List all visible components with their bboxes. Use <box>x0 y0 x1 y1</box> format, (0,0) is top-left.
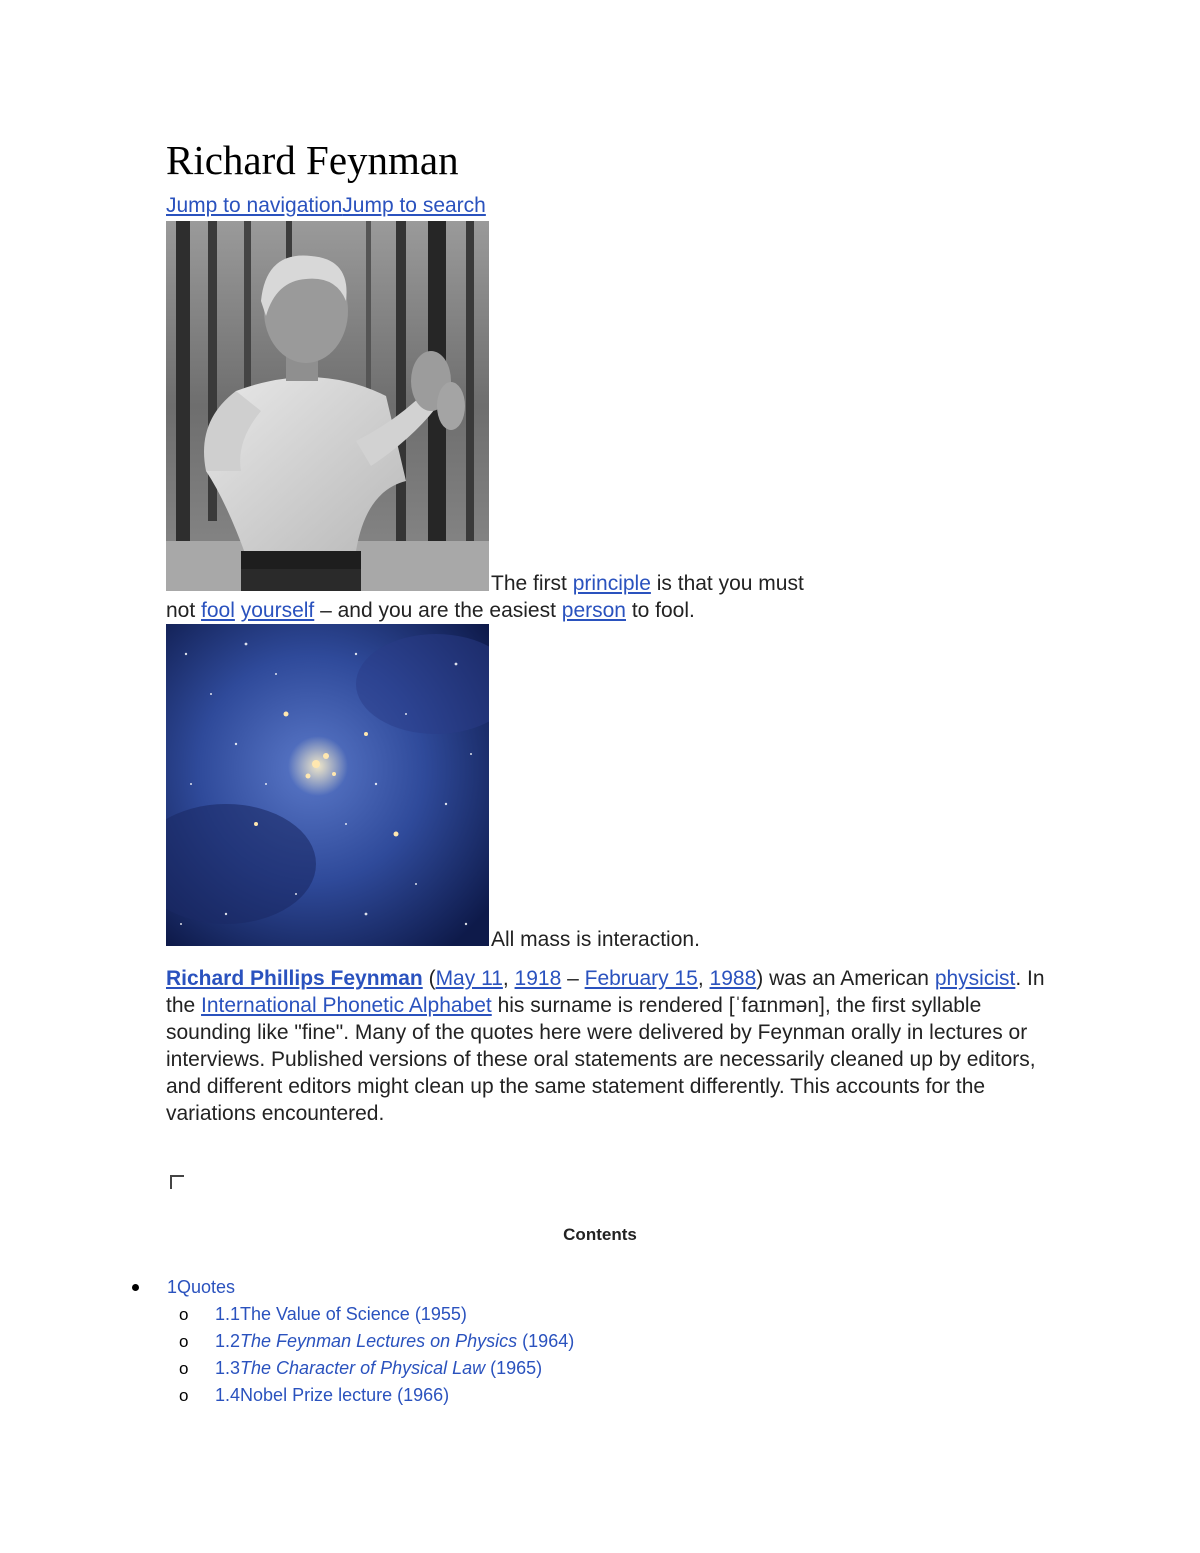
1918-link[interactable]: 1918 <box>514 967 562 990</box>
sub-bullet: o <box>179 1332 189 1351</box>
intro-text: , <box>502 967 515 990</box>
sub-bullet: o <box>179 1305 189 1324</box>
person-link[interactable]: person <box>561 599 626 622</box>
toc-year: (1965) <box>485 1358 543 1378</box>
quote1-text: is that you must <box>650 572 804 595</box>
intro-paragraph <box>166 965 1046 1127</box>
quote1-line2 <box>166 597 695 624</box>
toc-item-nobel-lecture[interactable] <box>128 1382 574 1409</box>
sub-bullet: o <box>179 1386 189 1405</box>
intro-text: ) was an American <box>756 967 935 990</box>
toc-number: 1.3 <box>215 1358 241 1378</box>
intro-text: . In the <box>166 967 1045 1017</box>
yourself-link[interactable]: yourself <box>240 599 315 622</box>
principle-link[interactable]: principle <box>572 572 651 595</box>
toc-number: 1.2 <box>215 1331 241 1351</box>
toc-year: (1966) <box>392 1385 450 1405</box>
intro-text: – <box>561 967 585 990</box>
galaxy-cluster-image <box>166 624 489 946</box>
physicist-link[interactable]: physicist <box>934 967 1016 990</box>
toc-year: (1955) <box>409 1304 467 1324</box>
quote1-text: not <box>166 599 202 622</box>
may-11-link[interactable]: May 11 <box>435 967 503 990</box>
1988-link[interactable]: 1988 <box>709 967 757 990</box>
toc-number: 1.1 <box>215 1304 241 1324</box>
toc-year: (1964) <box>517 1331 575 1351</box>
toc-item-character-of-physical-law[interactable] <box>128 1355 574 1382</box>
toc-label: The Character of Physical Law <box>240 1358 486 1378</box>
toc-number: 1.4 <box>215 1385 241 1405</box>
toc-label: Quotes <box>177 1277 236 1297</box>
sub-bullet: o <box>179 1359 189 1378</box>
intro-text: , <box>697 967 710 990</box>
fool-link[interactable]: fool <box>201 599 235 622</box>
toc-number: 1 <box>167 1277 178 1297</box>
contents-heading: Contents <box>563 1225 637 1244</box>
feynman-photo <box>166 221 489 591</box>
toc-toggle-checkbox[interactable] <box>170 1175 184 1189</box>
intro-text: his surname is rendered [ˈfaɪnmən], the first syllable sounding like "fine". Many of the quotes here were delivered by Feynman orally in lectures or interviews. Published versions of these oral statements are necessarily cleaned up by editors, and different editors might clean up the same statement differently. This accounts for the variations encountered. <box>166 994 1036 1125</box>
toc-item-feynman-lectures[interactable] <box>128 1328 574 1355</box>
february-15-link[interactable]: February 15 <box>584 967 698 990</box>
intro-text: ( <box>422 967 436 990</box>
ipa-link[interactable]: International Phonetic Alphabet <box>201 994 492 1017</box>
toc-item-quotes[interactable] <box>128 1274 574 1301</box>
jump-to-search-link[interactable]: Jump to search <box>342 194 486 217</box>
table-of-contents <box>128 1274 574 1409</box>
toc-label: The Feynman Lectures on Physics <box>240 1331 518 1351</box>
quote1-text: The first <box>491 572 573 595</box>
quote2: All mass is interaction. <box>491 928 700 951</box>
toc-label: Nobel Prize lecture <box>240 1385 393 1405</box>
page-title: Richard Feynman <box>166 137 459 183</box>
toc-item-value-of-science[interactable] <box>128 1301 574 1328</box>
jump-to-navigation-link[interactable]: Jump to navigation <box>166 194 343 217</box>
toc-label: The Value of Science <box>240 1304 410 1324</box>
quote1-text: to fool. <box>625 599 695 622</box>
feynman-name-link[interactable]: Richard Phillips Feynman <box>166 967 423 990</box>
jump-links <box>166 193 486 218</box>
quote1-line1 <box>491 570 804 597</box>
quote1-text: – and you are the easiest <box>314 599 562 622</box>
